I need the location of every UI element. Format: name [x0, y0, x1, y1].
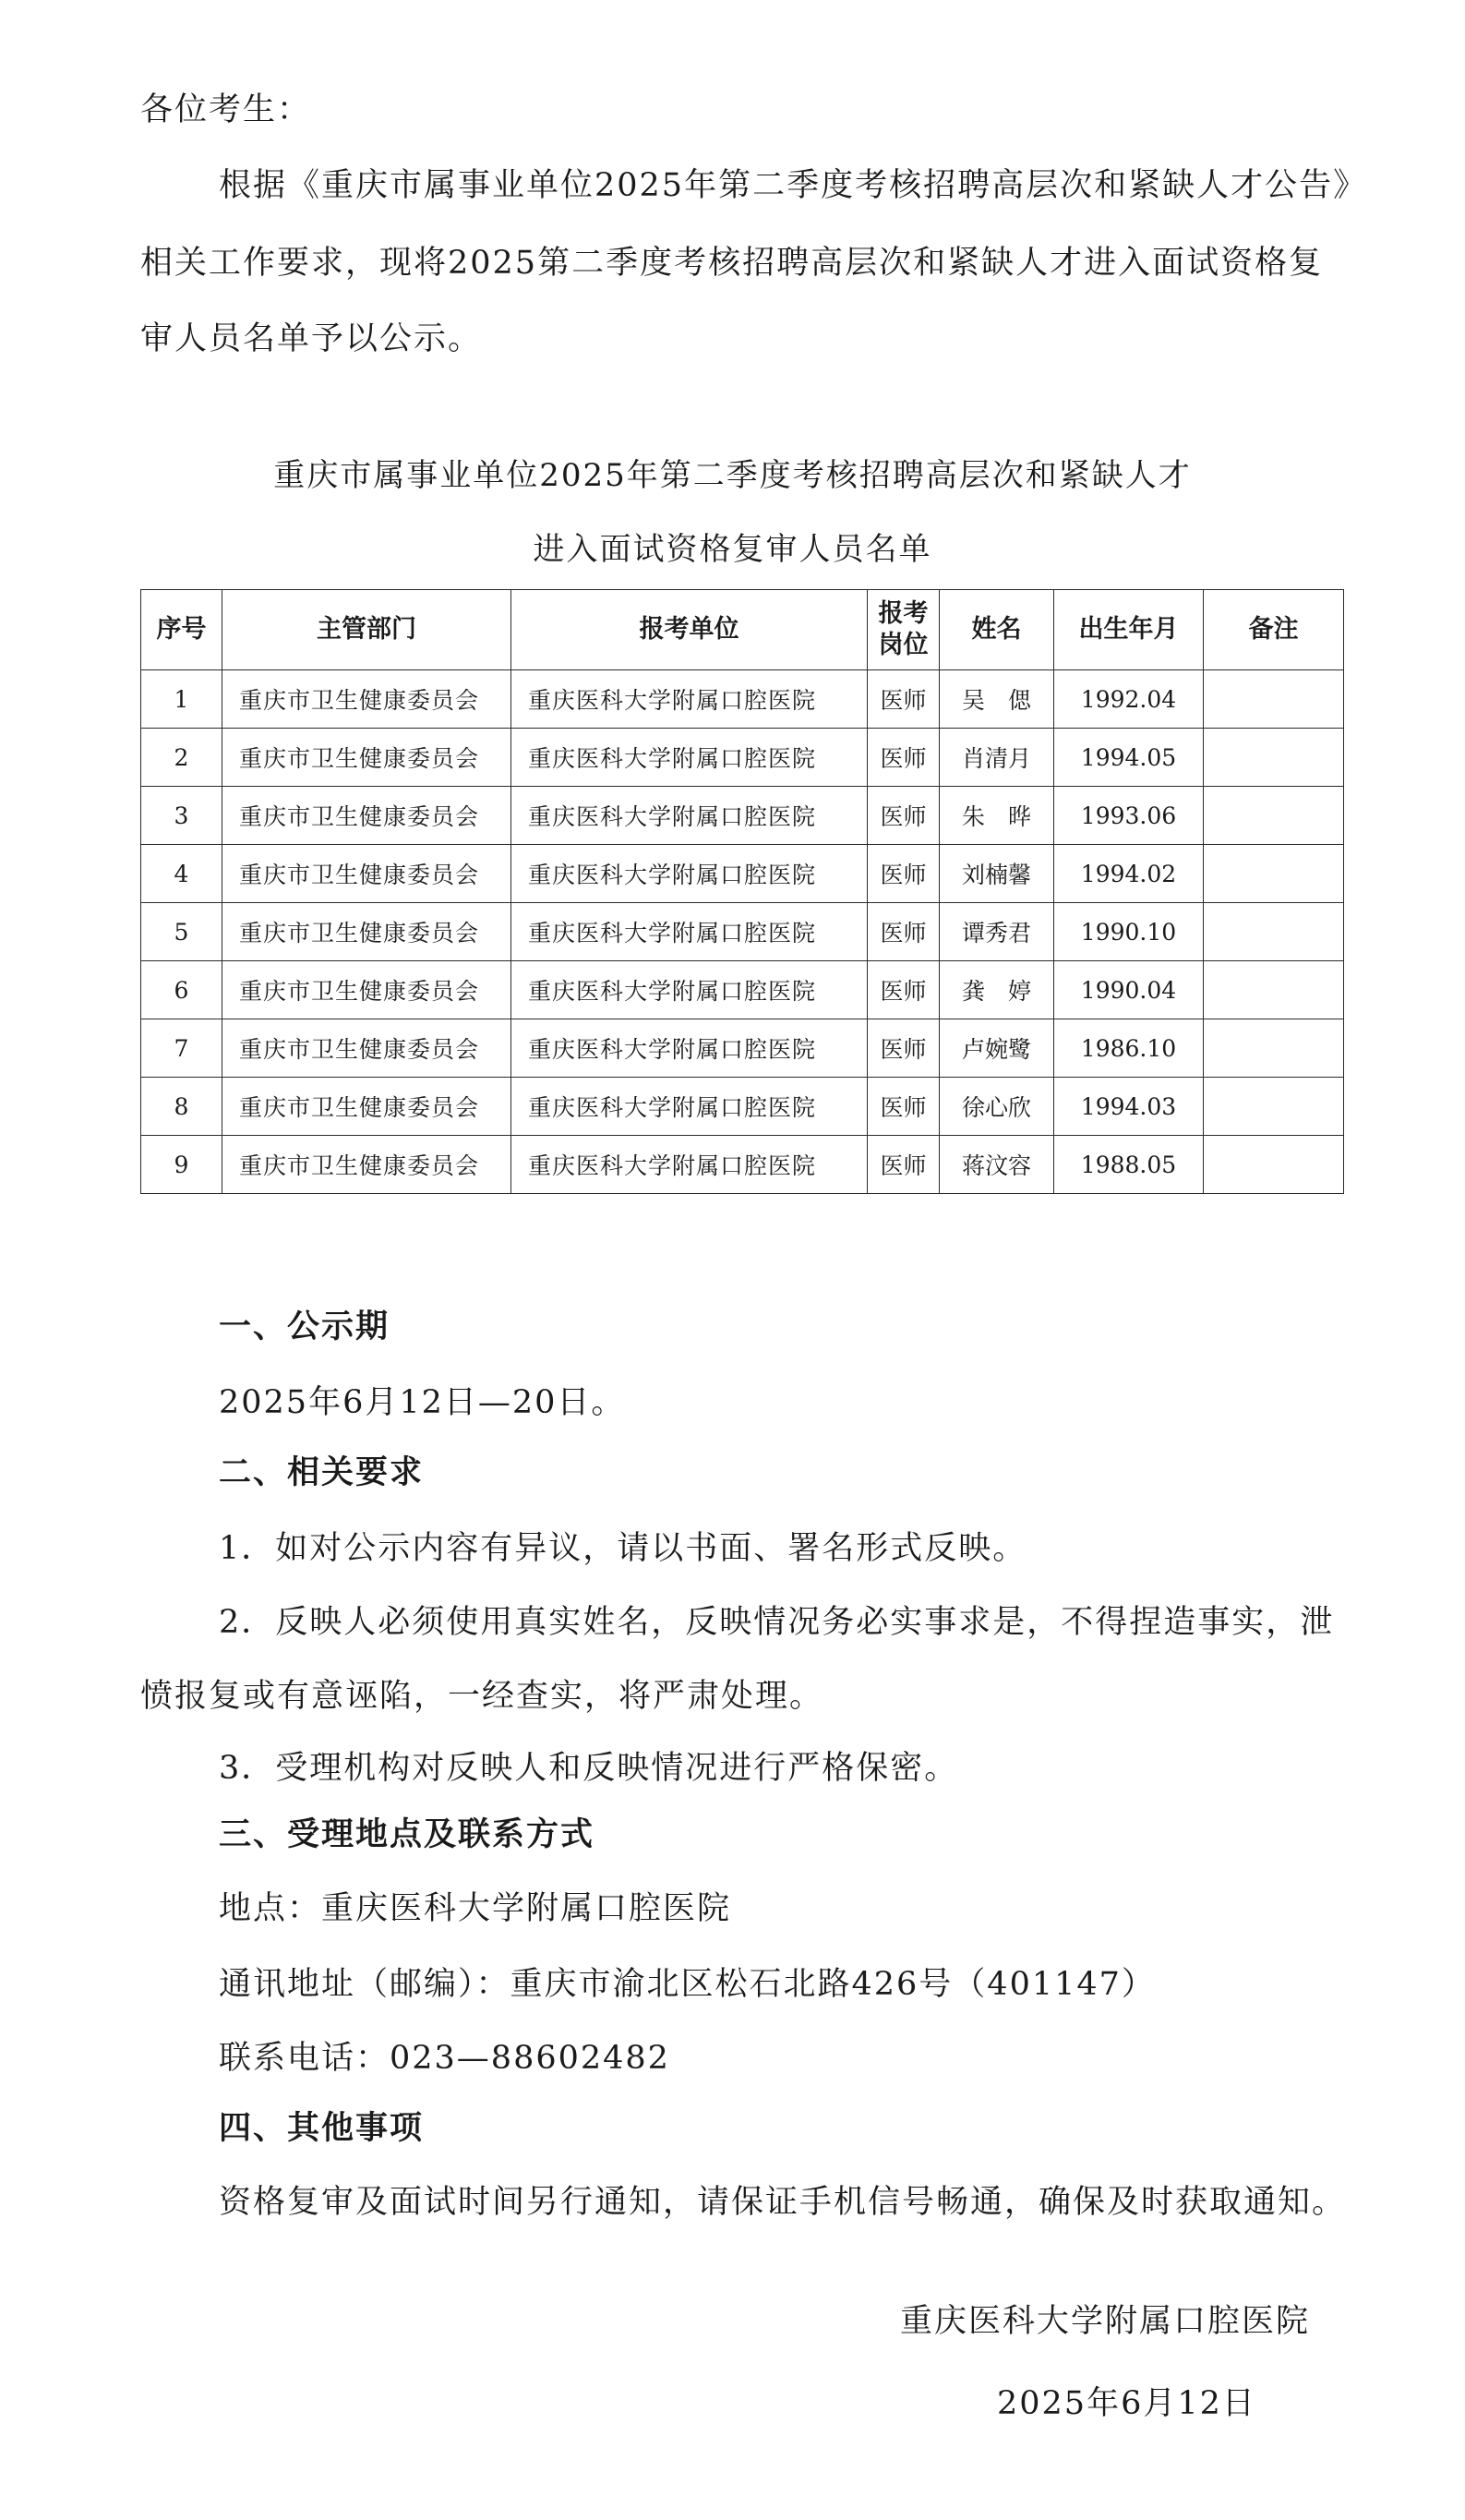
table-row [141, 729, 1344, 787]
cell-birth: 1992.04 [1054, 670, 1204, 729]
requirement-item-2-line-2: 愤报复或有意诬陷，一经查实，将严肃处理。 [140, 1678, 824, 1715]
table-row [141, 1019, 1344, 1078]
cell-birth: 1994.03 [1054, 1078, 1204, 1136]
contact-mailing-address: 通讯地址（邮编）：重庆市渝北区松石北路426号（401147） [219, 1966, 1156, 2003]
cell-unit: 重庆医科大学附属口腔医院 [511, 787, 868, 845]
table-row [141, 845, 1344, 903]
cell-remark [1204, 961, 1344, 1019]
section-heading-period: 一、公示期 [219, 1308, 390, 1345]
table-row [141, 903, 1344, 961]
cell-seq: 4 [141, 845, 222, 903]
period-text: 2025年6月12日—20日。 [219, 1384, 626, 1421]
header-seq: 序号 [141, 590, 222, 670]
cell-name: 刘楠馨 [940, 845, 1054, 903]
table-title-line-1: 重庆市属事业单位2025年第二季度考核招聘高层次和紧缺人才 [273, 457, 1192, 494]
cell-dept: 重庆市卫生健康委员会 [222, 1019, 511, 1078]
table-row [141, 961, 1344, 1019]
cell-birth: 1986.10 [1054, 1019, 1204, 1078]
cell-seq: 9 [141, 1136, 222, 1194]
requirement-item-2-line-1: 2．反映人必须使用真实姓名，反映情况务必实事求是，不得捏造事实，泄 [219, 1604, 1335, 1641]
cell-dept: 重庆市卫生健康委员会 [222, 845, 511, 903]
cell-unit: 重庆医科大学附属口腔医院 [511, 1019, 868, 1078]
cell-seq: 1 [141, 670, 222, 729]
cell-dept: 重庆市卫生健康委员会 [222, 1078, 511, 1136]
cell-name: 卢婉鹭 [940, 1019, 1054, 1078]
cell-post: 医师 [868, 1136, 940, 1194]
cell-post: 医师 [868, 787, 940, 845]
cell-post: 医师 [868, 1019, 940, 1078]
cell-birth: 1990.04 [1054, 961, 1204, 1019]
requirement-item-3: 3．受理机构对反映人和反映情况进行严格保密。 [219, 1750, 959, 1787]
signature-organization: 重庆医科大学附属口腔医院 [900, 2303, 1311, 2340]
cell-name: 龚 婷 [940, 961, 1054, 1019]
cell-unit: 重庆医科大学附属口腔医院 [511, 961, 868, 1019]
header-dept: 主管部门 [222, 590, 511, 670]
candidate-table [140, 589, 1344, 1194]
cell-seq: 3 [141, 787, 222, 845]
cell-remark [1204, 903, 1344, 961]
cell-name: 朱 晔 [940, 787, 1054, 845]
cell-post: 医师 [868, 1078, 940, 1136]
table-row [141, 670, 1344, 729]
intro-line-3: 审人员名单予以公示。 [140, 320, 483, 357]
other-text: 资格复审及面试时间另行通知，请保证手机信号畅通，确保及时获取通知。 [219, 2184, 1347, 2221]
cell-post: 医师 [868, 961, 940, 1019]
cell-dept: 重庆市卫生健康委员会 [222, 787, 511, 845]
contact-phone: 联系电话：023—88602482 [219, 2040, 670, 2077]
cell-name: 徐心欣 [940, 1078, 1054, 1136]
intro-line-1: 根据《重庆市属事业单位2025年第二季度考核招聘高层次和紧缺人才公告》 [219, 167, 1368, 204]
cell-birth: 1994.02 [1054, 845, 1204, 903]
header-post [868, 590, 940, 670]
greeting: 各位考生： [140, 91, 312, 128]
contact-address: 地点：重庆医科大学附属口腔医院 [219, 1890, 732, 1927]
cell-remark [1204, 1019, 1344, 1078]
cell-remark [1204, 1078, 1344, 1136]
section-heading-contact: 三、受理地点及联系方式 [219, 1816, 595, 1853]
cell-birth: 1990.10 [1054, 903, 1204, 961]
cell-unit: 重庆医科大学附属口腔医院 [511, 903, 868, 961]
cell-remark [1204, 787, 1344, 845]
header-post-line-2: 岗位 [878, 631, 929, 659]
cell-remark [1204, 845, 1344, 903]
cell-dept: 重庆市卫生健康委员会 [222, 903, 511, 961]
section-heading-requirements: 二、相关要求 [219, 1454, 425, 1491]
table-title-line-2: 进入面试资格复审人员名单 [533, 531, 932, 568]
cell-dept: 重庆市卫生健康委员会 [222, 1136, 511, 1194]
cell-name: 蒋汶容 [940, 1136, 1054, 1194]
cell-remark [1204, 729, 1344, 787]
cell-dept: 重庆市卫生健康委员会 [222, 670, 511, 729]
header-unit: 报考单位 [511, 590, 868, 670]
cell-seq: 8 [141, 1078, 222, 1136]
table-header-row [141, 590, 1344, 670]
cell-seq: 5 [141, 903, 222, 961]
header-post-line-1: 报考 [878, 599, 929, 629]
cell-name: 肖清月 [940, 729, 1054, 787]
signature-date: 2025年6月12日 [997, 2385, 1256, 2422]
header-birth: 出生年月 [1054, 590, 1204, 670]
requirement-item-1: 1．如对公示内容有异议，请以书面、署名形式反映。 [219, 1530, 1027, 1567]
header-remark: 备注 [1204, 590, 1344, 670]
cell-seq: 6 [141, 961, 222, 1019]
cell-seq: 7 [141, 1019, 222, 1078]
cell-remark [1204, 670, 1344, 729]
cell-unit: 重庆医科大学附属口腔医院 [511, 670, 868, 729]
cell-unit: 重庆医科大学附属口腔医院 [511, 729, 868, 787]
cell-unit: 重庆医科大学附属口腔医院 [511, 845, 868, 903]
cell-remark [1204, 1136, 1344, 1194]
cell-unit: 重庆医科大学附属口腔医院 [511, 1136, 868, 1194]
cell-post: 医师 [868, 670, 940, 729]
cell-post: 医师 [868, 903, 940, 961]
cell-dept: 重庆市卫生健康委员会 [222, 729, 511, 787]
intro-line-2: 相关工作要求，现将2025第二季度考核招聘高层次和紧缺人才进入面试资格复 [140, 245, 1324, 282]
table-row [141, 1078, 1344, 1136]
table-row [141, 787, 1344, 845]
header-name: 姓名 [940, 590, 1054, 670]
section-heading-other: 四、其他事项 [219, 2110, 425, 2147]
cell-seq: 2 [141, 729, 222, 787]
cell-post: 医师 [868, 729, 940, 787]
cell-birth: 1994.05 [1054, 729, 1204, 787]
cell-birth: 1988.05 [1054, 1136, 1204, 1194]
table-row [141, 1136, 1344, 1194]
cell-name: 谭秀君 [940, 903, 1054, 961]
cell-birth: 1993.06 [1054, 787, 1204, 845]
cell-unit: 重庆医科大学附属口腔医院 [511, 1078, 868, 1136]
cell-post: 医师 [868, 845, 940, 903]
cell-dept: 重庆市卫生健康委员会 [222, 961, 511, 1019]
cell-name: 吴 偲 [940, 670, 1054, 729]
